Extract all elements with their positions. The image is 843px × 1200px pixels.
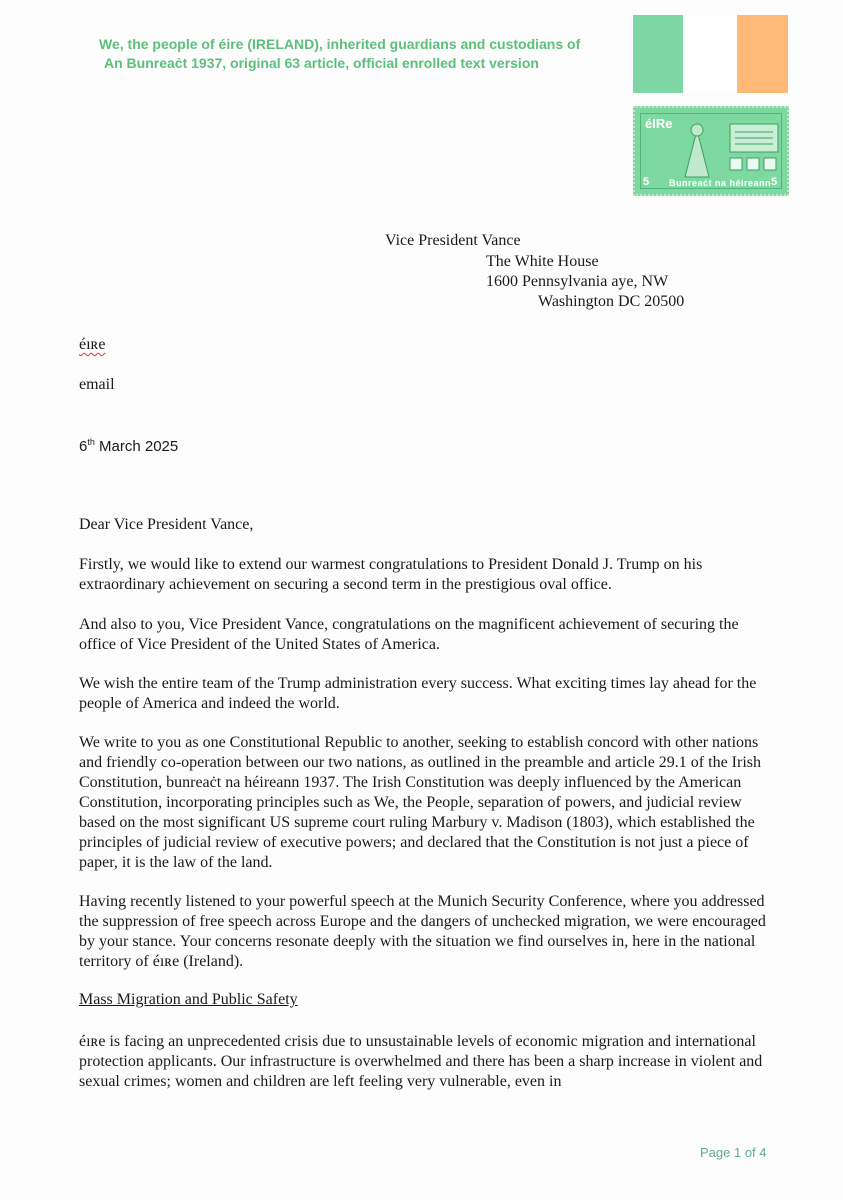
constitution-stamp-image	[633, 106, 789, 196]
paragraph-5: Having recently listened to your powerful speech at the Munich Security Conference, where you addressed the suppression of free speech across Europe and the dangers of unchecked migration, we were encouraged by your stance. Your concerns resonate deeply with the situation we find ourselves in, here in the national territory of éıʀe (Ireland).	[79, 893, 766, 970]
paragraph-2: And also to you, Vice President Vance, congratulations on the magnificent achievement of securing the office of Vice President of the United States of America.	[79, 616, 739, 653]
recipient-name: Vice President Vance	[385, 232, 521, 249]
paragraph-4: We write to you as one Constitutional Republic to another, seeking to establish concord with other nations and friendly co-operation between our two nations, as outlined in the preamble and article 29.1 of the Irish Constitution, bunreaċt na héireann 1937. The Irish Constitution was deeply influenced by the American Constitution, incorporating principles such as We, the People, separation of powers, and judicial review based on the most significant US supreme court ruling Marbury v. Madison (1803), which established the principles of judicial review of executive powers; and declared that the Constitution is not just a piece of paper, it is the law of the land.	[79, 734, 762, 871]
stamp-value-left: 5	[643, 176, 650, 188]
date-day: 6	[79, 438, 88, 455]
recipient-line-2: 1600 Pennsylvania aye, NW	[486, 273, 669, 290]
irish-flag-icon	[633, 15, 788, 93]
stamp-title: éIRe	[645, 116, 673, 131]
flag-green-stripe	[633, 15, 683, 93]
stamp-value-right: 5	[771, 176, 778, 188]
salutation: Dear Vice President Vance,	[79, 516, 254, 533]
page-number: Page 1 of 4	[700, 1145, 767, 1160]
letter-date	[79, 437, 178, 455]
header-line-2: An Bunreaċt 1937, original 63 article, official enrolled text version	[104, 55, 539, 71]
paragraph-3: We wish the entire team of the Trump administration every success. What exciting times lay ahead for the people of America and indeed the world.	[79, 675, 757, 712]
sender-place: éıʀe	[79, 336, 106, 353]
section-heading: Mass Migration and Public Safety	[79, 991, 298, 1008]
flag-white-stripe	[685, 15, 735, 93]
recipient-line-3: Washington DC 20500	[538, 293, 685, 310]
paragraph-1: Firstly, we would like to extend our warmest congratulations to President Donald J. Trump on his extraordinary achievement on securing a second term in the prestigious oval office.	[79, 556, 703, 593]
section-paragraph: éıʀe is facing an unprecedented crisis due to unsustainable levels of economic migration and international protection applicants. Our infrastructure is overwhelmed and there has been a sharp increase in violent and sexual crimes; women and children are left feeling very vulnerable, even in	[79, 1033, 763, 1090]
recipient-line-1: The White House	[486, 253, 599, 270]
sender-contact: email	[79, 376, 115, 393]
flag-orange-stripe	[737, 15, 788, 93]
header-line-1: We, the people of éire (IRELAND), inherited guardians and custodians of	[99, 36, 581, 52]
date-suffix: th	[87, 437, 95, 447]
date-rest: March 2025	[94, 438, 179, 455]
stamp-illustration-icon	[675, 122, 783, 180]
stamp-bottom-text: Bunreaċt na héireann	[669, 178, 772, 188]
